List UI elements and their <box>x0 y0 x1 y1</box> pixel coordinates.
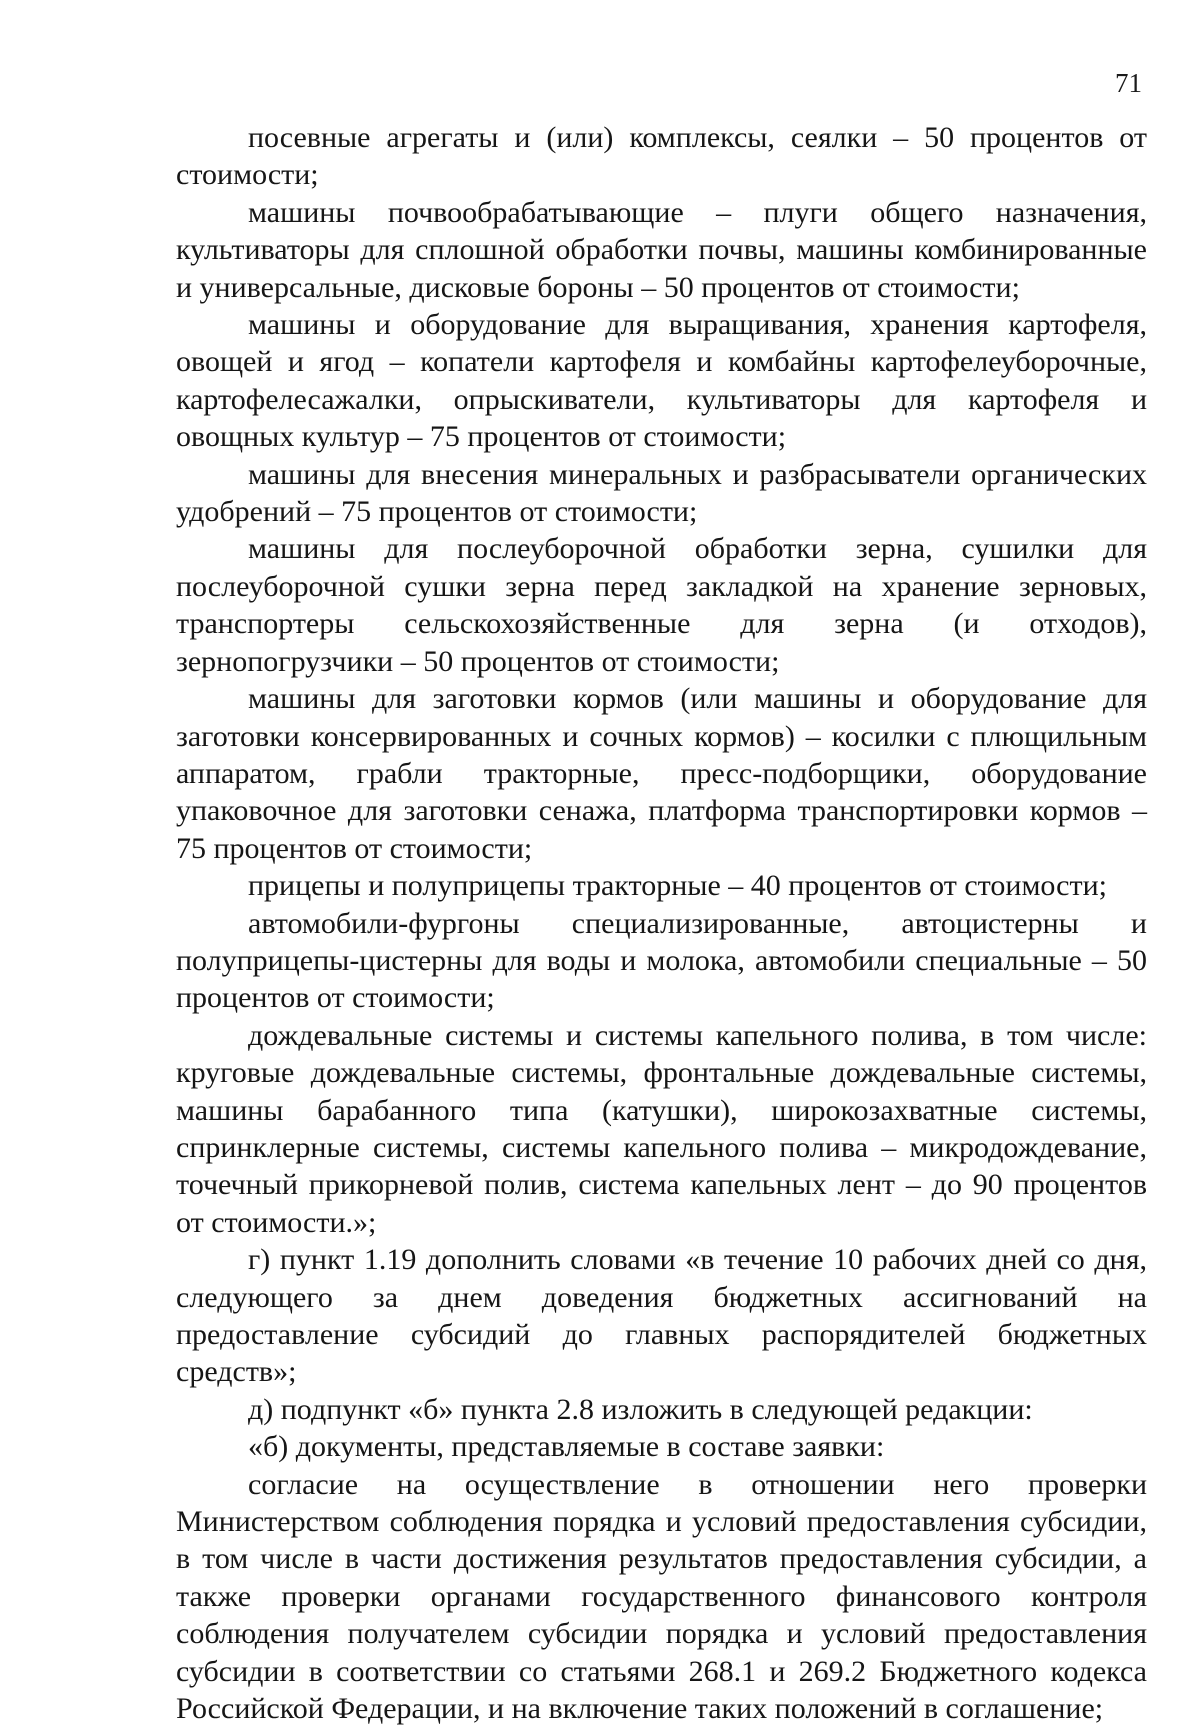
paragraph-fertilizer-machines: машины для внесения минеральных и разбрасыватели органических удобрений – 75 процентов от стоимости; <box>176 457 1147 529</box>
page-number: 71 <box>1115 68 1142 98</box>
paragraph-potato-vegetable-machines: машины и оборудование для выращивания, хранения картофеля, овощей и ягод – копатели картофеля и комбайны картофелеуборочные, картофелесажалки, опрыскиватели, культиваторы для картофеля и овощных культур – 75 процентов от стоимости; <box>176 308 1147 454</box>
paragraph-special-vehicles: автомобили-фургоны специализированные, автоцистерны и полуприцепы-цистерны для воды и молока, автомобили специальные – 50 процентов от стоимости; <box>176 906 1147 1015</box>
paragraph-irrigation-systems: дождевальные системы и системы капельного полива, в том числе: круговые дождевальные системы, фронтальные дождевальные системы, машины барабанного типа (катушки), широкозахватные системы, спринклерные системы, системы капельного полива – микродождевание, точечный прикорневой полив, система капельных лент – до 90 процентов от стоимости.»; <box>176 1018 1147 1239</box>
document-body <box>176 119 1147 1727</box>
paragraph-item-b-documents: «б) документы, представляемые в составе заявки: <box>248 1430 885 1464</box>
paragraph-sowing-units: посевные агрегаты и (или) комплексы, сеялки – 50 процентов от стоимости; <box>176 121 1147 192</box>
paragraph-grain-processing-machines: машины для послеуборочной обработки зерна, сушилки для послеуборочной сушки зерна перед закладкой на хранение зерновых, транспортеры сельскохозяйственные для зерна (и отходов), зернопогрузчики – 50 процентов от стоимости; <box>176 532 1147 678</box>
paragraph-item-g: г) пункт 1.19 дополнить словами «в течение 10 рабочих дней со дня, следующего за днем доведения бюджетных ассигнований на предоставление субсидий до главных распорядителей бюджетных средств»; <box>176 1243 1147 1389</box>
paragraph-tillage-machines: машины почвообрабатывающие – плуги общего назначения, культиваторы для сплошной обработки почвы, машины комбинированные и универсальные, дисковые бороны – 50 процентов от стоимости; <box>176 195 1147 304</box>
paragraph-consent: согласие на осуществление в отношении него проверки Министерством соблюдения порядка и условий предоставления субсидии, в том числе в части достижения результатов предоставления субсидии, а также проверки органами государственного финансового контроля соблюдения получателем субсидии порядка и условий предоставления субсидии в соответствии со статьями 268.1 и 269.2 Бюджетного кодекса Российской Федерации, и на включение таких положений в соглашение; <box>176 1467 1147 1726</box>
paragraph-item-d: д) подпункт «б» пункта 2.8 изложить в следующей редакции: <box>248 1392 1033 1426</box>
paragraph-trailers: прицепы и полуприцепы тракторные – 40 процентов от стоимости; <box>248 869 1107 903</box>
paragraph-forage-machines: машины для заготовки кормов (или машины и оборудование для заготовки консервированных и сочных кормов) – косилки с плющильным аппаратом, грабли тракторные, пресс-подборщики, оборудование упаковочное для заготовки сенажа, платформа транспортировки кормов – 75 процентов от стоимости; <box>176 682 1147 865</box>
